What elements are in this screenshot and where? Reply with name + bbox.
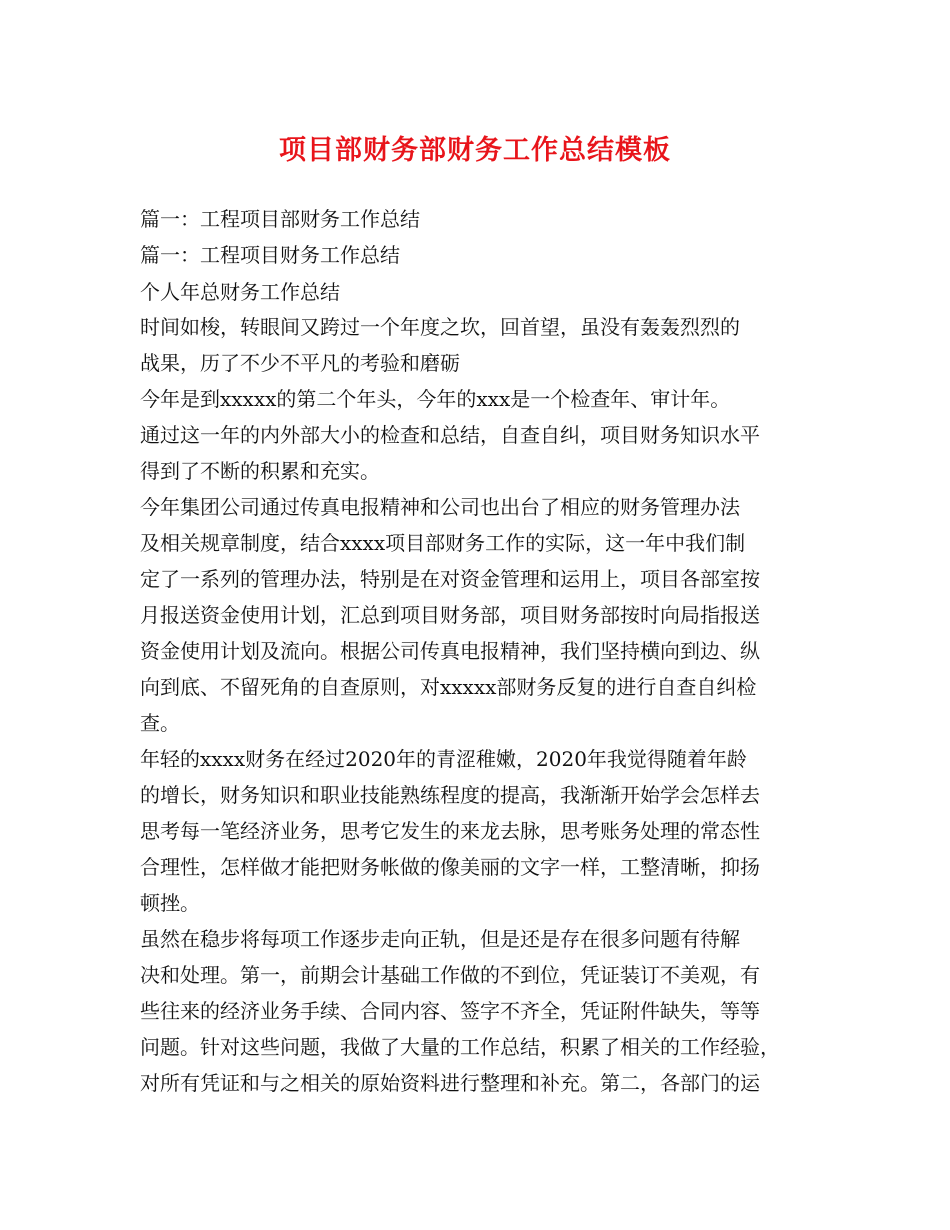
text-line: 对所有凭证和与之相关的原始资料进行整理和补充。第二，各部门的运 [140, 1071, 760, 1095]
text-line: 的增长，财务知识和职业技能熟练程度的提高，我渐渐开始学会怎样去 [140, 783, 760, 807]
text-line: 篇一：工程项目财务工作总结 [140, 243, 400, 267]
text-line: 思考每一笔经济业务，思考它发生的来龙去脉，思考账务处理的常态性 [140, 819, 760, 843]
text-line: 个人年总财务工作总结 [140, 280, 340, 304]
text-line: 合理性，怎样做才能把财务帐做的像美丽的文字一样，工整清晰，抑扬 [140, 855, 760, 879]
text-line: 查。 [140, 711, 180, 735]
text-line: 篇一：工程项目部财务工作总结 [140, 207, 420, 231]
text-line: 时间如梭，转眼间又跨过一个年度之坎，回首望，虽没有轰轰烈烈的 [140, 315, 740, 339]
text-line: 定了一系列的管理办法，特别是在对资金管理和运用上，项目各部室按 [140, 567, 760, 591]
text-line: 年轻的xxxx财务在经过2020年的青涩稚嫩，2020年我觉得随着年龄 [140, 747, 747, 771]
text-line: 些往来的经济业务手续、合同内容、签字不齐全，凭证附件缺失，等等 [140, 999, 760, 1023]
text-line: 资金使用计划及流向。根据公司传真电报精神，我们坚持横向到边、纵 [140, 639, 760, 663]
text-line: 及相关规章制度，结合xxxx项目部财务工作的实际，这一年中我们制 [140, 531, 746, 555]
text-line: 通过这一年的内外部大小的检查和总结，自查自纠，项目财务知识水平 [140, 423, 760, 447]
text-line: 顿挫。 [140, 891, 200, 915]
text-line: 战果，历了不少不平凡的考验和磨砺 [140, 351, 460, 375]
document-title: 项目部财务部财务工作总结模板 [279, 135, 671, 166]
text-line: 得到了不断的积累和充实。 [140, 459, 380, 483]
text-line: 今年是到xxxxx的第二个年头，今年的xxx是一个检查年、审计年。 [140, 387, 731, 411]
text-line: 向到底、不留死角的自查原则，对xxxxx部财务反复的进行自查自纠检 [140, 675, 757, 699]
text-line: 决和处理。第一，前期会计基础工作做的不到位，凭证装订不美观，有 [140, 963, 760, 987]
text-line: 虽然在稳步将每项工作逐步走向正轨，但是还是存在很多问题有待解 [140, 927, 740, 951]
text-line: 月报送资金使用计划，汇总到项目财务部，项目财务部按时向局指报送 [140, 603, 760, 627]
text-line: 问题。针对这些问题，我做了大量的工作总结，积累了相关的工作经验， [140, 1035, 780, 1059]
text-line: 今年集团公司通过传真电报精神和公司也出台了相应的财务管理办法 [140, 495, 740, 519]
